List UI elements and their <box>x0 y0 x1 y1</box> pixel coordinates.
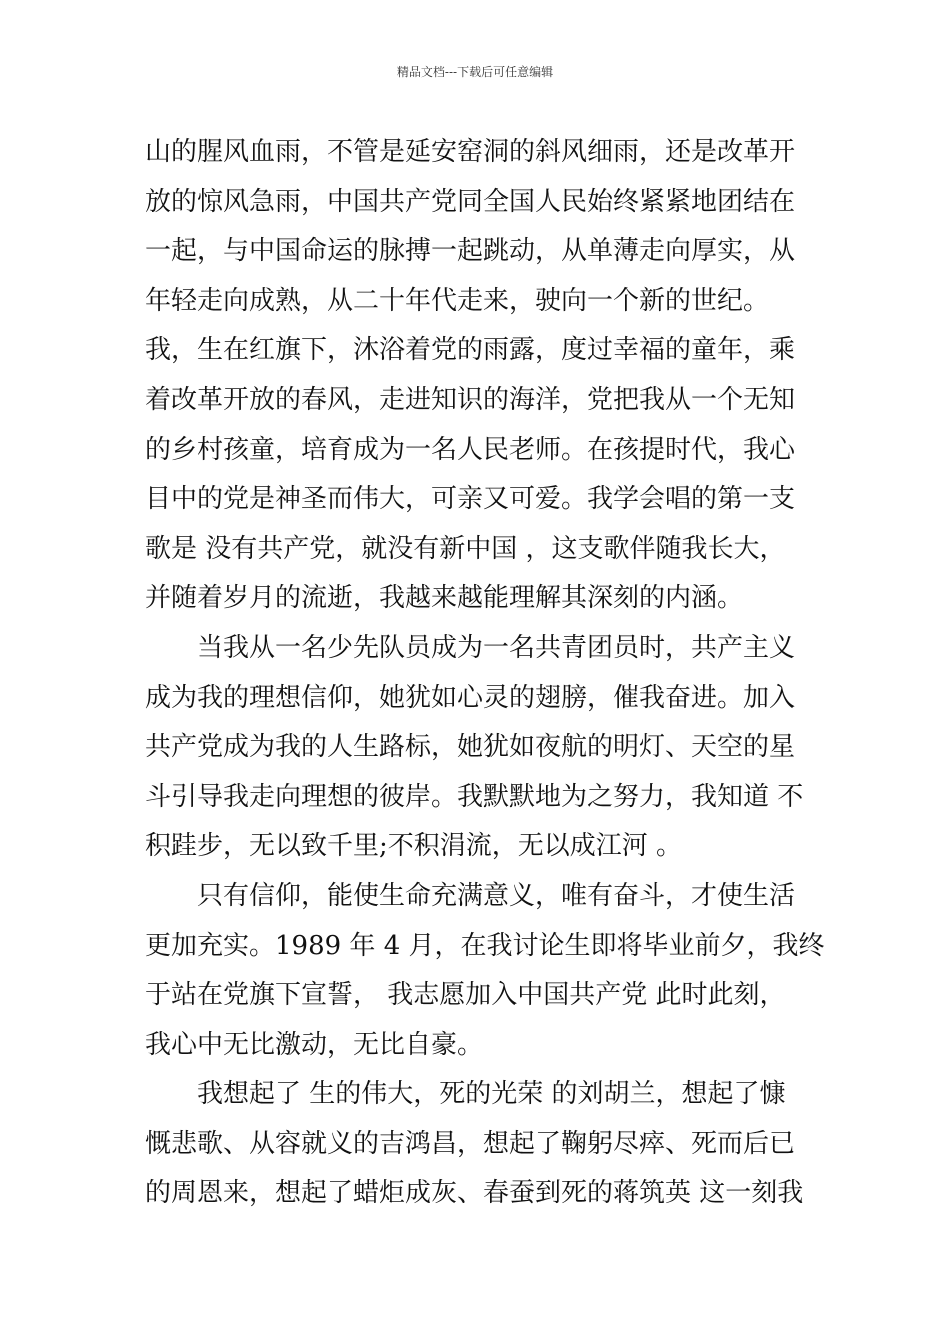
text-line: 的乡村孩童，培育成为一名人民老师。在孩提时代，我心 <box>145 434 796 465</box>
text-line: 目中的党是神圣而伟大，可亲又可爱。我学会唱的第一支 <box>145 484 796 515</box>
text-line: 的周恩来，想起了蜡炬成灰、春蚕到死的蒋筑英 这一刻我 <box>145 1178 804 1209</box>
text-line: 年轻走向成熟，从二十年代走来，驶向一个新的世纪。 <box>145 285 770 316</box>
text-line: 放的惊风急雨，中国共产党同全国人民始终紧紧地团结在 <box>145 186 796 217</box>
text-line: 当我从一名少先队员成为一名共青团员时，共产主义 <box>197 632 796 663</box>
text-line: 着改革开放的春风，走进知识的海洋，党把我从一个无知 <box>145 384 796 415</box>
page-header: 精品文档---下载后可任意编辑 <box>396 65 554 79</box>
text-line: 慨悲歌、从容就义的吉鸿昌，想起了鞠躬尽瘁、死而后已 <box>145 1128 796 1159</box>
text-line: 积跬步，无以致千里;不积涓流，无以成江河 。 <box>145 831 683 862</box>
text-line: 歌是 没有共产党，就没有新中国 ，这支歌伴随我长大， <box>145 533 786 564</box>
body-text <box>145 128 825 1219</box>
text-line: 只有信仰，能使生命充满意义，唯有奋斗，才使生活 <box>197 880 796 911</box>
text-line: 斗引导我走向理想的彼岸。我默默地为之努力，我知道 不 <box>145 781 804 812</box>
text-line: 一起，与中国命运的脉搏一起跳动，从单薄走向厚实，从 <box>145 236 796 267</box>
text-line: 于站在党旗下宣誓， 我志愿加入中国共产党 此时此刻， <box>145 980 786 1011</box>
text-line: 我心中无比激动，无比自豪。 <box>145 1029 484 1060</box>
text-line: 共产党成为我的人生路标，她犹如夜航的明灯、天空的星 <box>145 732 796 763</box>
text-line: 山的腥风血雨，不管是延安窑洞的斜风细雨，还是改革开 <box>145 137 796 167</box>
text-line: 我，生在红旗下，沐浴着党的雨露，度过幸福的童年，乘 <box>145 335 796 366</box>
text-line: 并随着岁月的流逝，我越来越能理解其深刻的内涵。 <box>145 583 744 614</box>
text-line: 成为我的理想信仰，她犹如心灵的翅膀，催我奋进。加入 <box>145 682 796 713</box>
text-line: 我想起了 生的伟大，死的光荣 的刘胡兰，想起了慷 <box>197 1079 786 1110</box>
text-line: 更加充实。1989 年 4 月，在我讨论生即将毕业前夕，我终 <box>145 930 825 961</box>
